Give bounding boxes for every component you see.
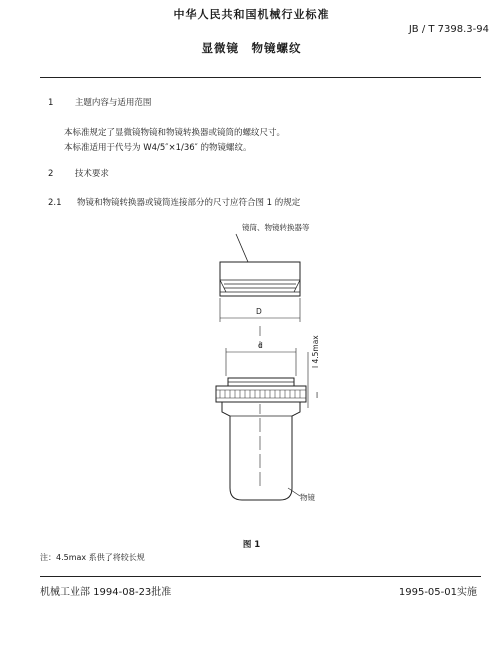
header-rule	[40, 77, 481, 78]
leader-line	[288, 488, 300, 496]
figure-caption: 图 1	[242, 540, 261, 550]
knurled-collar	[216, 386, 306, 402]
label-d: d	[258, 341, 263, 350]
label-objective: 物镜	[300, 493, 315, 502]
approval-date: 机械工业部 1994-08-23批准	[40, 587, 172, 598]
label-lmax: l 4.5max	[311, 335, 320, 368]
section-number: 1	[48, 98, 54, 108]
section-heading-text: 主题内容与适用范围	[74, 98, 152, 108]
standard-number: JB / T 7398.3-94	[408, 24, 489, 35]
clause-2-1	[48, 196, 300, 208]
knurl-pattern	[220, 390, 300, 398]
clause-text: 物镜和物镜转换器或镜筒连接部分的尺寸应符合图 1 的规定	[76, 198, 301, 208]
objective-barrel	[222, 402, 300, 500]
figure-1-drawing	[200, 218, 340, 530]
label-tube-turret: 镜筒、物镜转换器等	[242, 223, 310, 232]
leader-line	[236, 234, 248, 262]
chamfer-line	[294, 280, 300, 292]
standard-series-title: 中华人民共和国机械行业标准	[173, 8, 330, 21]
section-2-heading	[48, 167, 109, 179]
label-D: D	[256, 307, 262, 316]
effective-date: 1995-05-01实施	[398, 587, 477, 598]
document-title: 显微镜 物镜螺纹	[201, 41, 302, 55]
scope-line: 本标准适用于代号为 W4/5″×1/36″ 的物镜螺纹。	[64, 143, 252, 153]
clause-number: 2.1	[48, 198, 62, 208]
section-1-heading	[48, 96, 151, 108]
label-l: l	[316, 391, 319, 400]
section-heading-text: 技术要求	[74, 169, 109, 179]
chamfer-line	[220, 280, 226, 292]
footer-rule	[40, 576, 481, 577]
figure-note: 注：4.5max 系供了将较长规	[40, 553, 145, 562]
tube-section	[220, 262, 300, 296]
section-number: 2	[48, 169, 54, 179]
scope-line: 本标准规定了显微镜物镜和物镜转换器或镜筒的螺纹尺寸。	[64, 128, 286, 138]
